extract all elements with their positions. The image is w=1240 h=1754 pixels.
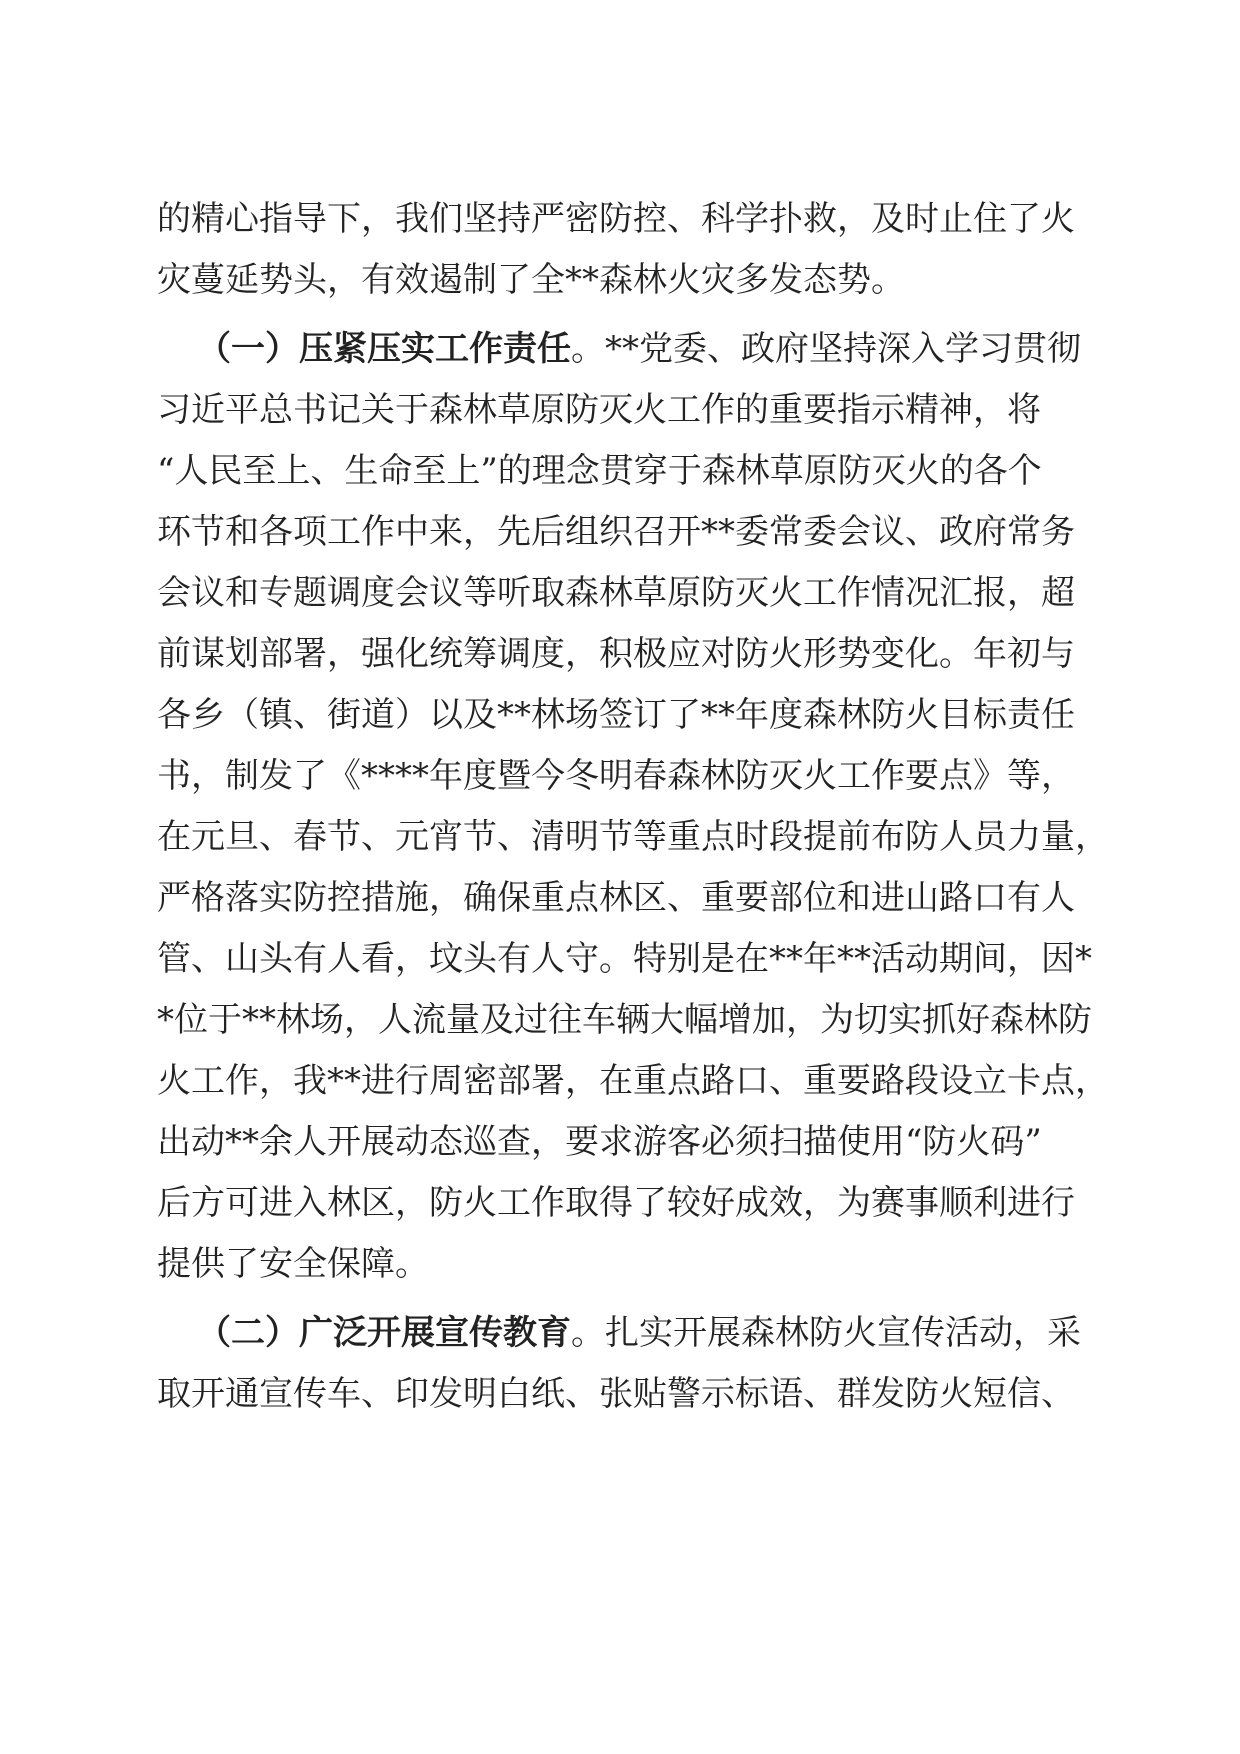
- section1-heading: （一）压紧压实工作责任: [197, 329, 571, 369]
- section1-line: 各乡（镇、街道）以及**林场签订了**年度森林防火目标责任: [157, 695, 1075, 735]
- section2-line: 取开通宣传车、印发明白纸、张贴警示标语、群发防火短信、: [157, 1374, 1075, 1414]
- section1-line: 书，制发了《****年度暨今冬明春森林防灭火工作要点》等，: [157, 756, 1075, 796]
- section2-first-line: [197, 1313, 1081, 1353]
- section1-line: 严格落实防控措施，确保重点林区、重要部位和进山路口有人: [157, 878, 1075, 918]
- section2-heading: （二）广泛开展宣传教育: [197, 1313, 571, 1353]
- section1-first-line-rest: 。**党委、政府坚持深入学习贯彻: [571, 329, 1081, 369]
- section1-line: 前谋划部署，强化统筹调度，积极应对防火形势变化。年初与: [157, 634, 1075, 674]
- section1-first-line: [197, 329, 1081, 369]
- section1-line: 会议和专题调度会议等听取森林草原防灭火工作情况汇报，超: [157, 573, 1075, 613]
- section1-line: 出动**余人开展动态巡查，要求游客必须扫描使用“防火码”: [157, 1122, 1042, 1162]
- section1-line: “人民至上、生命至上”的理念贯穿于森林草原防灭火的各个: [157, 451, 1042, 491]
- section1-line: 后方可进入林区，防火工作取得了较好成效，为赛事顺利进行: [157, 1183, 1075, 1223]
- section1-line: 习近平总书记关于森林草原防灭火工作的重要指示精神，将: [157, 390, 1041, 430]
- section1-line: *位于**林场，人流量及过往车辆大幅增加，为切实抓好森林防: [157, 1000, 1092, 1040]
- section1-line: 环节和各项工作中来，先后组织召开**委常委会议、政府常务: [157, 512, 1075, 552]
- intro-line-2: 灾蔓延势头，有效遏制了全**森林火灾多发态势。: [157, 260, 905, 300]
- section1-line: 在元旦、春节、元宵节、清明节等重点时段提前布防人员力量，: [157, 817, 1109, 857]
- section1-line: 管、山头有人看，坟头有人守。特别是在**年**活动期间，因*: [157, 939, 1092, 979]
- section2-first-line-rest: 。扎实开展森林防火宣传活动，采: [571, 1313, 1081, 1353]
- section1-line: 火工作，我**进行周密部署，在重点路口、重要路段设立卡点，: [157, 1061, 1109, 1101]
- intro-line-1: 的精心指导下，我们坚持严密防控、科学扑救，及时止住了火: [157, 199, 1075, 239]
- section1-line: 提供了安全保障。: [157, 1244, 429, 1284]
